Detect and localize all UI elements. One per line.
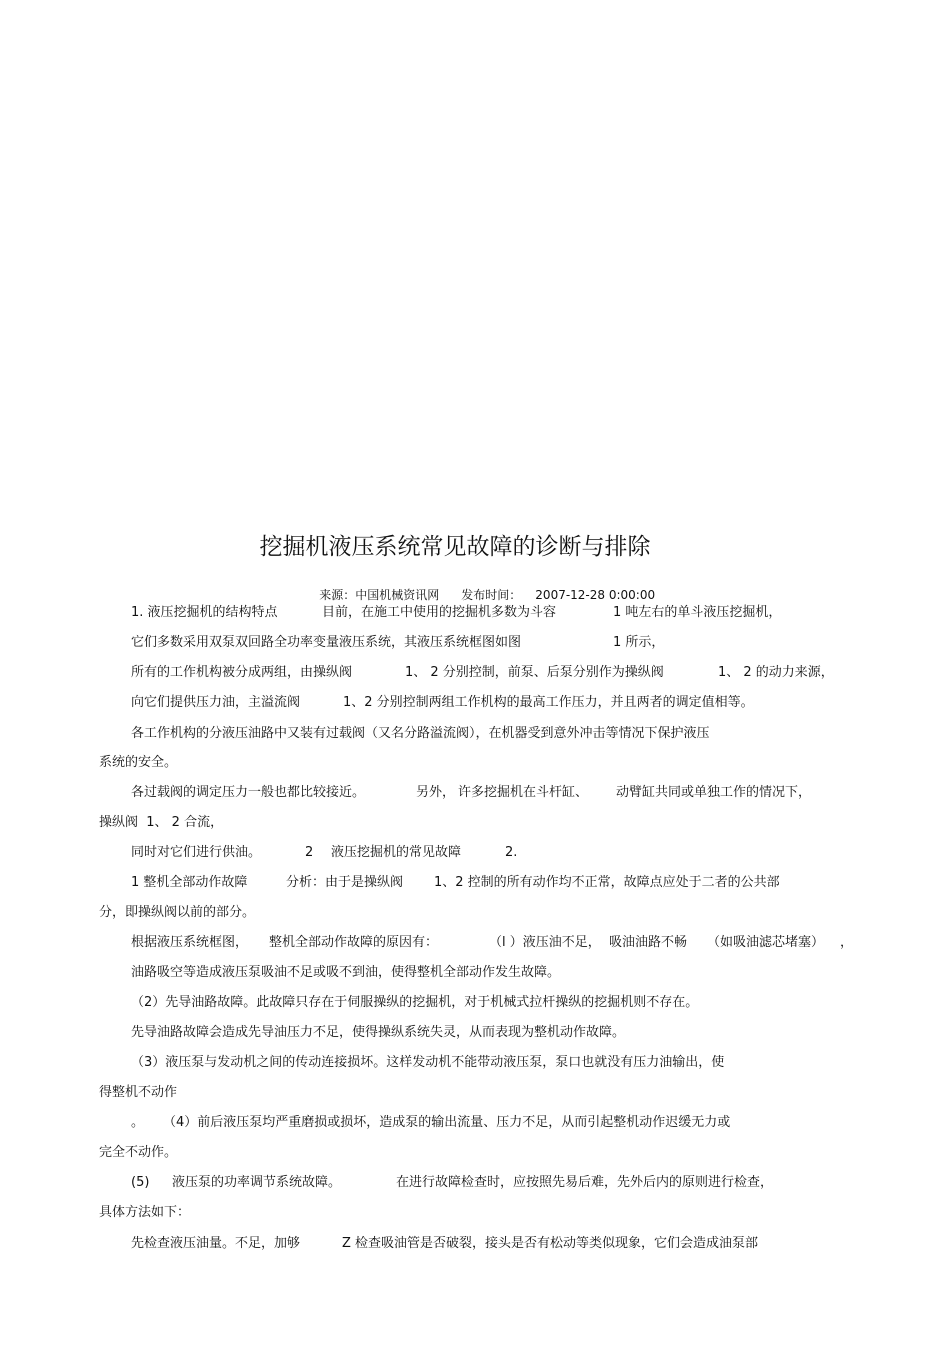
- body-text-segment: （l ）液压油不足，: [489, 935, 601, 950]
- body-text-segment: 得整机不动作: [99, 1085, 178, 1100]
- body-text-segment: Z 检查吸油管是否破裂，接头是否有松动等类似现象，它们会造成油泵部: [342, 1236, 759, 1251]
- source-text: 来源：中国机械资讯网: [319, 588, 440, 602]
- body-text-segment: （4）前后液压泵均严重磨损或损坏，造成泵的输出流量、压力不足，从而引起整机动作迟缓无力或: [163, 1115, 731, 1130]
- body-text-segment: 向它们提供压力油，主溢流阀: [131, 695, 301, 710]
- body-text-segment: 油路吸空等造成液压泵吸油不足或吸不到油，使得整机全部动作发生故障。: [131, 965, 561, 980]
- body-text-segment: 各工作机构的分液压油路中又装有过载阀（又名分路溢流阀），在机器受到意外冲击等情况下保护液压: [131, 726, 710, 741]
- body-text-segment: 1、2 分别控制两组工作机构的最高工作压力，并且两者的调定值相等。: [343, 695, 754, 710]
- body-text-segment: 在进行故障检查时，应按照先易后难，先外后内的原则进行检查，: [396, 1175, 774, 1190]
- body-text-segment: 。: [131, 1115, 145, 1130]
- body-text-segment: （如吸油滤芯堵塞）: [707, 935, 825, 950]
- body-text-segment: 各过载阀的调定压力一般也都比较接近。: [131, 785, 366, 800]
- body-text-segment: 另外，: [416, 785, 456, 800]
- body-text-segment: 动臂缸共同或单独工作的情况下，: [616, 785, 812, 800]
- body-text-segment: 吸油油路不畅: [609, 935, 688, 950]
- body-text-segment: （2）先导油路故障。此故障只存在于伺服操纵的挖掘机，对于机械式拉杆操纵的挖掘机则不存在。: [131, 995, 699, 1010]
- body-text-segment: (5): [131, 1175, 150, 1190]
- body-text-segment: （3）液压泵与发动机之间的传动连接损坏。这样发动机不能带动液压泵，泵口也就没有压力油输出，使: [131, 1055, 725, 1070]
- body-text-segment: 1、2 控制的所有动作均不正常，故障点应处于二者的公共部: [434, 875, 780, 890]
- body-text-segment: 1 所示，: [613, 635, 665, 650]
- body-text-segment: 它们多数采用双泵双回路全功率变量液压系统，其液压系统框图如图: [131, 635, 522, 650]
- body-text-segment: 1 吨左右的单斗液压挖掘机，: [613, 605, 782, 620]
- page-title: 挖掘机液压系统常见故障的诊断与排除: [259, 534, 651, 560]
- body-text-segment: ，: [840, 935, 854, 950]
- body-text-segment: 目前，在施工中使用的挖掘机多数为斗容: [322, 605, 557, 620]
- body-text-segment: 液压挖掘机的常见故障: [331, 845, 462, 860]
- body-text-segment: 根据液压系统框图，: [131, 935, 249, 950]
- body-text-segment: 先检查液压油量。不足，加够: [131, 1236, 301, 1251]
- body-text-segment: 具体方法如下：: [99, 1205, 191, 1220]
- body-text-segment: 2.: [505, 845, 518, 860]
- published-value: 2007-12-28 0:00:00: [535, 588, 656, 602]
- body-text-segment: 分，即操纵阀以前的部分。: [99, 905, 256, 920]
- body-text-segment: 操纵阀 1、 2 合流，: [99, 815, 224, 830]
- published-label: 发布时间：: [461, 588, 522, 602]
- body-text-segment: 同时对它们进行供油。: [131, 845, 262, 860]
- body-text-segment: 2: [305, 845, 314, 860]
- body-text-segment: 1. 液压挖掘机的结构特点: [131, 605, 278, 620]
- body-text-segment: 1、 2 的动力来源，: [718, 665, 834, 680]
- body-text-segment: 所有的工作机构被分成两组，由操纵阀: [131, 665, 353, 680]
- body-text-segment: 系统的安全。: [99, 755, 178, 770]
- body-text-segment: 完全不动作。: [99, 1145, 178, 1160]
- body-text-segment: 1、 2 分别控制，前泵、后泵分别作为操纵阀: [405, 665, 664, 680]
- body-text-segment: 1 整机全部动作故障: [131, 875, 248, 890]
- body-text-segment: 分析：由于是操纵阀: [286, 875, 404, 890]
- body-text-segment: 许多挖掘机在斗杆缸、: [458, 785, 589, 800]
- body-text-segment: 整机全部动作故障的原因有：: [269, 935, 439, 950]
- body-text-segment: 液压泵的功率调节系统故障。: [172, 1175, 342, 1190]
- body-text-segment: 先导油路故障会造成先导油压力不足，使得操纵系统失灵，从而表现为整机动作故障。: [131, 1025, 626, 1040]
